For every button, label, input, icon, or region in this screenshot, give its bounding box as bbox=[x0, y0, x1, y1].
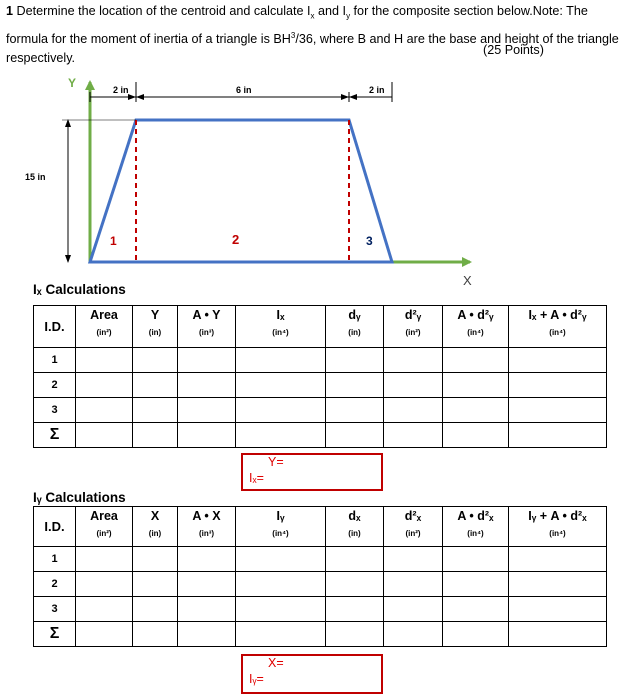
cell[interactable] bbox=[326, 398, 384, 423]
table-row bbox=[34, 572, 607, 597]
part-label-1: 1 bbox=[110, 234, 117, 248]
cell[interactable] bbox=[326, 547, 384, 572]
cell[interactable] bbox=[236, 547, 326, 572]
cell[interactable] bbox=[509, 597, 607, 622]
points-label: (25 Points) bbox=[483, 43, 544, 57]
ix-h-y: Y (in) bbox=[133, 306, 178, 348]
table-row bbox=[34, 597, 607, 622]
cell[interactable] bbox=[236, 572, 326, 597]
cell[interactable] bbox=[178, 348, 236, 373]
iy-calculations-title: Iᵧ Calculations bbox=[33, 490, 126, 505]
question-part3: /36, where B and H are the base and height of the triangle respectively. bbox=[6, 31, 619, 65]
dim-middle-label: 6 in bbox=[236, 85, 252, 95]
cell[interactable] bbox=[326, 348, 384, 373]
sup-3: 3 bbox=[290, 30, 296, 40]
ix-calculations-title: Iₓ Calculations bbox=[33, 282, 126, 297]
ix-h-id: I.D. bbox=[34, 306, 76, 348]
cell[interactable] bbox=[509, 373, 607, 398]
iy-result-box[interactable] bbox=[241, 654, 383, 694]
cell[interactable] bbox=[509, 398, 607, 423]
cell[interactable] bbox=[178, 423, 236, 448]
table-row bbox=[34, 423, 607, 448]
row-id: 1 bbox=[34, 547, 76, 572]
cell[interactable] bbox=[76, 373, 133, 398]
question-number: 1 bbox=[6, 4, 14, 18]
cell[interactable] bbox=[509, 572, 607, 597]
composite-section-figure bbox=[0, 0, 635, 290]
cell[interactable] bbox=[236, 622, 326, 647]
ix-h-dy: dᵧ (in) bbox=[326, 306, 384, 348]
cell[interactable] bbox=[509, 622, 607, 647]
cell[interactable] bbox=[384, 423, 443, 448]
question-and: and I bbox=[314, 4, 347, 18]
cell[interactable] bbox=[76, 547, 133, 572]
cell[interactable] bbox=[326, 423, 384, 448]
cell[interactable] bbox=[326, 373, 384, 398]
dim-height-label: 15 in bbox=[25, 172, 46, 182]
x-axis-label: X bbox=[463, 273, 472, 288]
iy-h-iy: Iᵧ (in⁴) bbox=[236, 507, 326, 547]
row-sum: Σ bbox=[34, 622, 76, 647]
ix-h-ay: A • Y (in³) bbox=[178, 306, 236, 348]
ix-h-ix: Iₓ (in⁴) bbox=[236, 306, 326, 348]
question-part1: Determine the location of the centroid and calculate I bbox=[16, 4, 311, 18]
cell[interactable] bbox=[384, 572, 443, 597]
cell[interactable] bbox=[76, 597, 133, 622]
iy-header-row bbox=[34, 507, 607, 547]
cell[interactable] bbox=[326, 572, 384, 597]
row-id: 1 bbox=[34, 348, 76, 373]
cell[interactable] bbox=[236, 398, 326, 423]
cell[interactable] bbox=[76, 572, 133, 597]
cell[interactable] bbox=[236, 597, 326, 622]
ix-header-row bbox=[34, 306, 607, 348]
cell[interactable] bbox=[178, 622, 236, 647]
sub-y: y bbox=[346, 11, 351, 21]
dim-right-label: 2 in bbox=[369, 85, 385, 95]
cell[interactable] bbox=[133, 622, 178, 647]
cell[interactable] bbox=[76, 398, 133, 423]
cell[interactable] bbox=[384, 348, 443, 373]
cell[interactable] bbox=[384, 547, 443, 572]
y-axis-label: Y bbox=[68, 76, 77, 90]
cell[interactable] bbox=[178, 398, 236, 423]
table-row bbox=[34, 547, 607, 572]
cell[interactable] bbox=[384, 597, 443, 622]
cell[interactable] bbox=[443, 597, 509, 622]
ix-h-dy2: d²ᵧ (in²) bbox=[384, 306, 443, 348]
cell[interactable] bbox=[443, 373, 509, 398]
iy-h-x: X (in) bbox=[133, 507, 178, 547]
dim-left-label: 2 in bbox=[113, 85, 129, 95]
ix-h-area: Area (in²) bbox=[76, 306, 133, 348]
iy-h-area: Area (in²) bbox=[76, 507, 133, 547]
sub-x: x bbox=[310, 11, 315, 21]
iy-h-adx2: A • d²ₓ (in⁴) bbox=[443, 507, 509, 547]
iy-h-dx2: d²ₓ (in²) bbox=[384, 507, 443, 547]
iy-result-label: Iᵧ= bbox=[249, 672, 264, 686]
iy-h-total: Iᵧ + A • d²ₓ (in⁴) bbox=[509, 507, 607, 547]
cell[interactable] bbox=[133, 572, 178, 597]
cell[interactable] bbox=[76, 423, 133, 448]
table-row bbox=[34, 348, 607, 373]
iy-h-dx: dₓ (in) bbox=[326, 507, 384, 547]
ix-h-ady2: A • d²ᵧ (in⁴) bbox=[443, 306, 509, 348]
cell[interactable] bbox=[443, 572, 509, 597]
part-label-3: 3 bbox=[366, 234, 373, 248]
cell[interactable] bbox=[236, 348, 326, 373]
x-bar-label: X= bbox=[268, 656, 284, 670]
row-id: 2 bbox=[34, 373, 76, 398]
ix-h-total: Iₓ + A • d²ᵧ (in⁴) bbox=[509, 306, 607, 348]
cell[interactable] bbox=[133, 547, 178, 572]
cell[interactable] bbox=[443, 348, 509, 373]
question-part2: for the composite section below.Note: The formula for the moment of inertia of a triangle is BH bbox=[6, 4, 588, 46]
cell[interactable] bbox=[236, 373, 326, 398]
cell[interactable] bbox=[384, 373, 443, 398]
cell[interactable] bbox=[509, 547, 607, 572]
table-row bbox=[34, 373, 607, 398]
cell[interactable] bbox=[509, 423, 607, 448]
cell[interactable] bbox=[133, 398, 178, 423]
cell[interactable] bbox=[443, 398, 509, 423]
cell[interactable] bbox=[133, 348, 178, 373]
cell[interactable] bbox=[76, 348, 133, 373]
y-bar-label: Y= bbox=[268, 455, 284, 469]
cell[interactable] bbox=[384, 622, 443, 647]
table-row bbox=[34, 398, 607, 423]
cell[interactable] bbox=[133, 597, 178, 622]
ix-result-label: Iₓ= bbox=[249, 471, 264, 485]
iy-h-id: I.D. bbox=[34, 507, 76, 547]
cell[interactable] bbox=[178, 572, 236, 597]
iy-h-ax: A • X (in³) bbox=[178, 507, 236, 547]
ix-result-box[interactable] bbox=[241, 453, 383, 491]
cell[interactable] bbox=[178, 547, 236, 572]
iy-table bbox=[33, 506, 607, 647]
row-id: 2 bbox=[34, 572, 76, 597]
cell[interactable] bbox=[509, 348, 607, 373]
cell[interactable] bbox=[133, 373, 178, 398]
ix-table bbox=[33, 305, 607, 448]
cell[interactable] bbox=[178, 373, 236, 398]
row-id: 3 bbox=[34, 597, 76, 622]
cell[interactable] bbox=[236, 423, 326, 448]
cell[interactable] bbox=[443, 622, 509, 647]
cell[interactable] bbox=[384, 398, 443, 423]
cell[interactable] bbox=[443, 423, 509, 448]
part-label-2: 2 bbox=[232, 232, 240, 247]
cell[interactable] bbox=[326, 597, 384, 622]
cell[interactable] bbox=[443, 547, 509, 572]
cell[interactable] bbox=[133, 423, 178, 448]
cell[interactable] bbox=[76, 622, 133, 647]
row-id: 3 bbox=[34, 398, 76, 423]
cell[interactable] bbox=[326, 622, 384, 647]
table-row bbox=[34, 622, 607, 647]
cell[interactable] bbox=[178, 597, 236, 622]
row-sum: Σ bbox=[34, 423, 76, 448]
